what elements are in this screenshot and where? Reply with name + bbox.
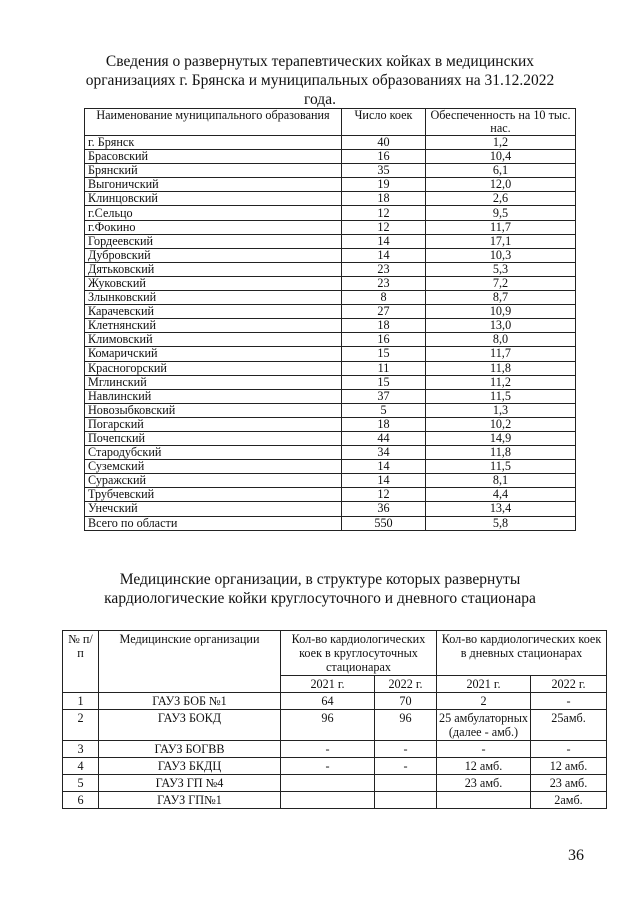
table-row	[85, 474, 576, 488]
round-2021-cell: -	[281, 758, 375, 775]
round-2021-cell: -	[281, 741, 375, 758]
round-2022-cell	[375, 775, 437, 792]
bed-count-cell: 40	[342, 136, 426, 150]
day-2021-cell: -	[437, 741, 531, 758]
table-row	[63, 693, 607, 710]
table-row	[85, 150, 576, 164]
col-header-number: № п/п	[63, 631, 99, 693]
table-row	[85, 276, 576, 290]
col-header-2021: 2021 г.	[281, 676, 375, 693]
bed-count-cell: 23	[342, 262, 426, 276]
bed-count-cell: 27	[342, 305, 426, 319]
bed-count-cell: 15	[342, 375, 426, 389]
organization-cell: ГАУЗ ГП №4	[99, 775, 281, 792]
round-2021-cell	[281, 792, 375, 809]
municipality-cell: Суражский	[85, 474, 342, 488]
table-row	[63, 758, 607, 775]
cardiology-beds-table-body	[63, 693, 607, 809]
provision-cell: 8,1	[426, 474, 576, 488]
round-2022-cell: 70	[375, 693, 437, 710]
therapeutic-beds-table-body	[85, 136, 576, 531]
table-row	[85, 403, 576, 417]
municipality-cell: Комаричский	[85, 347, 342, 361]
provision-cell: 10,3	[426, 248, 576, 262]
bed-count-cell: 5	[342, 403, 426, 417]
day-2022-cell: 12 амб.	[531, 758, 607, 775]
provision-cell: 4,4	[426, 488, 576, 502]
number-cell: 3	[63, 741, 99, 758]
round-2022-cell: 96	[375, 710, 437, 741]
organization-cell: ГАУЗ БКДЦ	[99, 758, 281, 775]
col-header-2022: 2022 г.	[375, 676, 437, 693]
municipality-cell: Гордеевский	[85, 234, 342, 248]
provision-cell: 17,1	[426, 234, 576, 248]
municipality-cell: Погарский	[85, 417, 342, 431]
table-row	[85, 319, 576, 333]
provision-cell: 2,6	[426, 192, 576, 206]
table-row	[63, 792, 607, 809]
table-row	[85, 192, 576, 206]
bed-count-cell: 12	[342, 488, 426, 502]
day-2021-cell	[437, 792, 531, 809]
bed-count-cell: 8	[342, 291, 426, 305]
table-header-row	[63, 631, 607, 676]
provision-cell: 11,7	[426, 220, 576, 234]
provision-cell: 7,2	[426, 276, 576, 290]
col-header-2022: 2022 г.	[531, 676, 607, 693]
col-header-round-the-clock: Кол-во кардиологических коек в круглосуточных стационарах	[281, 631, 437, 676]
provision-cell: 1,2	[426, 136, 576, 150]
bed-count-cell: 16	[342, 333, 426, 347]
number-cell: 5	[63, 775, 99, 792]
provision-cell: 5,3	[426, 262, 576, 276]
provision-cell: 8,7	[426, 291, 576, 305]
organization-cell: ГАУЗ БОБ №1	[99, 693, 281, 710]
table-row	[85, 516, 576, 530]
table-row	[85, 305, 576, 319]
provision-cell: 10,4	[426, 150, 576, 164]
municipality-cell: Красногорский	[85, 361, 342, 375]
provision-cell: 12,0	[426, 178, 576, 192]
table-row	[85, 262, 576, 276]
round-2021-cell: 64	[281, 693, 375, 710]
table-row	[85, 488, 576, 502]
provision-cell: 11,8	[426, 446, 576, 460]
col-header-organization: Медицинские организации	[99, 631, 281, 693]
municipality-cell: Злынковский	[85, 291, 342, 305]
bed-count-cell: 44	[342, 431, 426, 445]
day-2022-cell: -	[531, 741, 607, 758]
provision-cell: 13,0	[426, 319, 576, 333]
provision-cell: 11,8	[426, 361, 576, 375]
table-row	[85, 361, 576, 375]
municipality-cell: Навлинский	[85, 389, 342, 403]
bed-count-cell: 14	[342, 474, 426, 488]
provision-cell: 9,5	[426, 206, 576, 220]
municipality-cell: Всего по области	[85, 516, 342, 530]
bed-count-cell: 12	[342, 206, 426, 220]
table-row	[85, 375, 576, 389]
table-row	[85, 347, 576, 361]
day-2022-cell: -	[531, 693, 607, 710]
day-2022-cell: 25амб.	[531, 710, 607, 741]
bed-count-cell: 16	[342, 150, 426, 164]
bed-count-cell: 15	[342, 347, 426, 361]
bed-count-cell: 37	[342, 389, 426, 403]
round-2022-cell	[375, 792, 437, 809]
document-title-beds: Сведения о развернутых терапевтических койках в медицинских организациях г. Брянска и муниципальных образованиях на 31.12.2022 года.	[85, 53, 555, 108]
bed-count-cell: 34	[342, 446, 426, 460]
bed-count-cell: 18	[342, 192, 426, 206]
provision-cell: 10,2	[426, 417, 576, 431]
col-header-2021: 2021 г.	[437, 676, 531, 693]
day-2022-cell: 23 амб.	[531, 775, 607, 792]
page-number: 36	[568, 847, 584, 864]
provision-cell: 1,3	[426, 403, 576, 417]
bed-count-cell: 11	[342, 361, 426, 375]
bed-count-cell: 18	[342, 417, 426, 431]
col-header-bed-count: Число коек	[342, 109, 426, 136]
table-row	[63, 741, 607, 758]
provision-cell: 13,4	[426, 502, 576, 516]
col-header-municipality: Наименование муниципального образования	[85, 109, 342, 136]
organization-cell: ГАУЗ БОКД	[99, 710, 281, 741]
round-2022-cell: -	[375, 758, 437, 775]
number-cell: 6	[63, 792, 99, 809]
municipality-cell: Брасовский	[85, 150, 342, 164]
bed-count-cell: 550	[342, 516, 426, 530]
col-header-day-hospital: Кол-во кардиологических коек в дневных стационарах	[437, 631, 607, 676]
provision-cell: 11,5	[426, 389, 576, 403]
table-row	[85, 206, 576, 220]
table-row	[85, 234, 576, 248]
number-cell: 1	[63, 693, 99, 710]
day-2021-cell: 12 амб.	[437, 758, 531, 775]
municipality-cell: Суземский	[85, 460, 342, 474]
table-row	[63, 775, 607, 792]
provision-cell: 11,2	[426, 375, 576, 389]
bed-count-cell: 23	[342, 276, 426, 290]
cardiology-beds-table	[62, 630, 607, 809]
table-header-row	[85, 109, 576, 136]
municipality-cell: Климовский	[85, 333, 342, 347]
bed-count-cell: 12	[342, 220, 426, 234]
organization-cell: ГАУЗ БОГВВ	[99, 741, 281, 758]
provision-cell: 10,9	[426, 305, 576, 319]
round-2021-cell: 96	[281, 710, 375, 741]
municipality-cell: г.Сельцо	[85, 206, 342, 220]
municipality-cell: Дубровский	[85, 248, 342, 262]
number-cell: 4	[63, 758, 99, 775]
municipality-cell: Дятьковский	[85, 262, 342, 276]
table-row	[85, 333, 576, 347]
municipality-cell: Жуковский	[85, 276, 342, 290]
table-row	[85, 502, 576, 516]
municipality-cell: г. Брянск	[85, 136, 342, 150]
bed-count-cell: 14	[342, 460, 426, 474]
provision-cell: 6,1	[426, 164, 576, 178]
bed-count-cell: 36	[342, 502, 426, 516]
table-row	[85, 136, 576, 150]
table-row	[85, 291, 576, 305]
table-row	[85, 164, 576, 178]
number-cell: 2	[63, 710, 99, 741]
municipality-cell: Унечский	[85, 502, 342, 516]
bed-count-cell: 18	[342, 319, 426, 333]
day-2021-cell: 23 амб.	[437, 775, 531, 792]
municipality-cell: Новозыбковский	[85, 403, 342, 417]
municipality-cell: Трубчевский	[85, 488, 342, 502]
municipality-cell: Брянский	[85, 164, 342, 178]
provision-cell: 11,7	[426, 347, 576, 361]
provision-cell: 14,9	[426, 431, 576, 445]
round-2022-cell: -	[375, 741, 437, 758]
table-row	[85, 460, 576, 474]
table-row	[85, 417, 576, 431]
table-row	[85, 389, 576, 403]
col-header-provision: Обеспеченность на 10 тыс. нас.	[426, 109, 576, 136]
table-row	[63, 710, 607, 741]
table-row	[85, 248, 576, 262]
organization-cell: ГАУЗ ГП№1	[99, 792, 281, 809]
municipality-cell: Мглинский	[85, 375, 342, 389]
municipality-cell: Карачевский	[85, 305, 342, 319]
therapeutic-beds-table	[84, 108, 576, 531]
provision-cell: 8,0	[426, 333, 576, 347]
provision-cell: 5,8	[426, 516, 576, 530]
municipality-cell: Выгоничский	[85, 178, 342, 192]
table-row	[85, 446, 576, 460]
municipality-cell: г.Фокино	[85, 220, 342, 234]
bed-count-cell: 14	[342, 248, 426, 262]
day-2021-cell: 25 амбулаторных (далее - амб.)	[437, 710, 531, 741]
bed-count-cell: 19	[342, 178, 426, 192]
table-row	[85, 178, 576, 192]
municipality-cell: Клетнянский	[85, 319, 342, 333]
municipality-cell: Стародубский	[85, 446, 342, 460]
day-2022-cell: 2амб.	[531, 792, 607, 809]
provision-cell: 11,5	[426, 460, 576, 474]
table-row	[85, 431, 576, 445]
municipality-cell: Клинцовский	[85, 192, 342, 206]
bed-count-cell: 14	[342, 234, 426, 248]
bed-count-cell: 35	[342, 164, 426, 178]
document-title-cardiology: Медицинские организации, в структуре которых развернуты кардиологические койки круглосуточного и дневного стационара	[104, 571, 536, 607]
round-2021-cell	[281, 775, 375, 792]
table-row	[85, 220, 576, 234]
municipality-cell: Почепский	[85, 431, 342, 445]
day-2021-cell: 2	[437, 693, 531, 710]
